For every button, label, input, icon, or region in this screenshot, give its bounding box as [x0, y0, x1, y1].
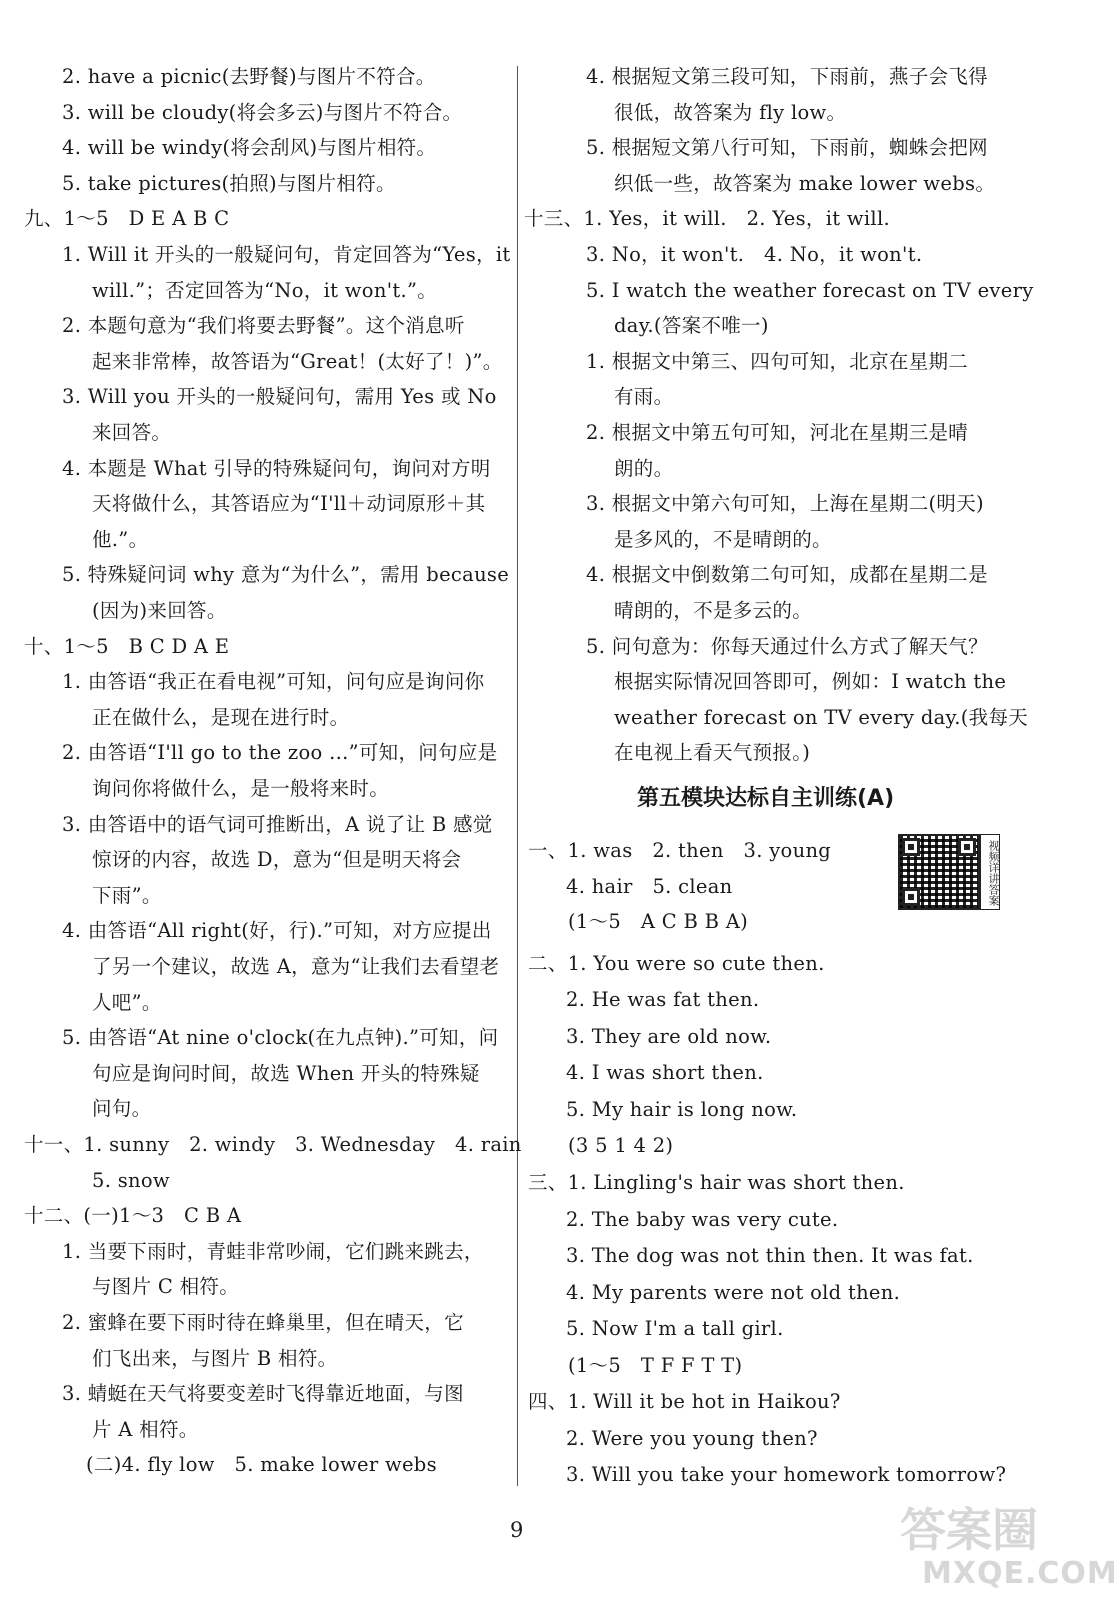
text-line: 句应是询问时间，故选 When 开头的特殊疑	[92, 1061, 480, 1085]
text-line: 1. Will it 开头的一般疑问句，肯定回答为“Yes，it	[62, 243, 511, 266]
text-line: 片 A 相符。	[92, 1417, 199, 1441]
text-line: (1～5 A C B B A)	[568, 910, 749, 933]
text-line: 在电视上看天气预报。)	[614, 741, 811, 765]
text-line: 天将做什么，其答语应为“I'll＋动词原形＋其	[92, 492, 486, 516]
text-line: 3. will be cloudy(将会多云)与图片不符合。	[62, 100, 463, 124]
text-line: 2. 由答语“I'll go to the zoo ...”可知，问句应是	[62, 741, 498, 765]
text-line: (因为)来回答。	[92, 599, 227, 622]
text-line: 起来非常棒，故答语为“Great！(太好了！)”。	[92, 349, 503, 373]
text-line: 5. 特殊疑问词 why 意为“为什么”，需用 because	[62, 563, 510, 587]
text-line: 5. 问句意为：你每天通过什么方式了解天气？	[586, 634, 988, 658]
text-line: 4. hair 5. clean	[566, 875, 733, 898]
text-line: 十二、(一)1～3 C B A	[24, 1204, 242, 1228]
watermark-logo: 答案圈	[900, 1503, 1038, 1557]
text-line: 是多风的，不是晴朗的。	[614, 527, 832, 551]
text-line: (1～5 T F F T T)	[568, 1354, 743, 1377]
text-line: 5. My hair is long now.	[566, 1098, 798, 1121]
text-line: 3. The dog was not thin then. It was fat.	[566, 1244, 974, 1267]
text-line: 4. My parents were not old then.	[566, 1281, 901, 1304]
text-line: 2. 根据文中第五句可知，河北在星期三是晴	[586, 421, 969, 444]
text-line: 织低一些，故答案为 make lower webs。	[614, 171, 996, 195]
text-line: 4. 本题是 What 引导的特殊疑问句，询问对方明	[62, 456, 491, 480]
text-line: 4. 由答语“All right(好，行).”可知，对方应提出	[62, 919, 492, 943]
text-line: 5. I watch the weather forecast on TV every	[586, 278, 1034, 302]
text-line: 3. 由答语中的语气词可推断出，A 说了让 B 感觉	[62, 812, 493, 836]
text-line: 3. 蜻蜓在天气将要变差时飞得靠近地面，与图	[62, 1382, 464, 1406]
text-line: 很低，故答案为 fly low。	[614, 100, 847, 124]
text-line: 有雨。	[614, 385, 674, 409]
text-line: 十一、1. sunny 2. windy 3. Wednesday 4. rain	[24, 1133, 522, 1156]
text-line: 5. 根据短文第八行可知，下雨前，蜘蛛会把网	[586, 136, 988, 160]
text-line: 一、1. was 2. then 3. young	[528, 839, 832, 862]
text-line: 5. take pictures(拍照)与图片相符。	[62, 171, 396, 195]
text-line: 正在做什么，是现在进行时。	[92, 705, 350, 729]
text-line: weather forecast on TV every day.(我每天	[614, 705, 1029, 729]
text-line: 下雨”。	[92, 883, 162, 907]
text-line: 十三、1. Yes，it will. 2. Yes，it will.	[524, 207, 890, 231]
text-line: 们飞出来，与图片 B 相符。	[92, 1346, 338, 1370]
text-line: 十、1～5 B C D A E	[24, 634, 230, 658]
text-line: will.”；否定回答为“No，it won't.”。	[92, 278, 438, 302]
text-line: 他.”。	[92, 527, 149, 551]
text-line: 2. 蜜蜂在要下雨时待在蜂巢里，但在晴天，它	[62, 1311, 464, 1334]
text-line: 3. Will you take your homework tomorrow?	[566, 1463, 1007, 1486]
text-line: 三、1. Lingling's hair was short then.	[528, 1171, 905, 1194]
text-line: 朗的。	[614, 456, 674, 480]
text-line: 了另一个建议，故选 A，意为“让我们去看望老	[92, 955, 500, 978]
text-line: (3 5 1 4 2)	[568, 1134, 674, 1157]
text-line: 四、1. Will it be hot in Haikou?	[528, 1390, 841, 1413]
section-title: 第五模块达标自主训练(A)	[637, 786, 895, 811]
text-line: 3. Will you 开头的一般疑问句，需用 Yes 或 No	[62, 385, 497, 409]
text-line: 人吧”。	[92, 990, 162, 1014]
text-line: 惊讶的内容，故选 D，意为“但是明天将会	[92, 848, 462, 872]
text-line: 4. will be windy(将会刮风)与图片相符。	[62, 136, 437, 160]
text-line: 二、1. You were so cute then.	[528, 952, 825, 975]
text-line: 1. 由答语“我正在看电视”可知，问句应是询问你	[62, 670, 485, 694]
text-line: 5. snow	[92, 1168, 170, 1192]
text-line: day.(答案不唯一)	[614, 314, 769, 338]
qr-label: 视频详讲答案	[980, 834, 1000, 910]
text-line: 4. 根据短文第三段可知，下雨前，燕子会飞得	[586, 65, 988, 88]
watermark-url: MXQE.COM	[922, 1556, 1118, 1591]
text-line: 来回答。	[92, 421, 172, 444]
text-line: 3. They are old now.	[566, 1025, 772, 1048]
text-line: 2. have a picnic(去野餐)与图片不符合。	[62, 65, 436, 88]
text-line: (二)4. fly low 5. make lower webs	[86, 1453, 437, 1477]
text-line: 3. 根据文中第六句可知，上海在星期二(明天)	[586, 492, 984, 516]
text-line: 晴朗的，不是多云的。	[614, 599, 813, 622]
text-line: 3. No，it won't. 4. No，it won't.	[586, 243, 923, 266]
page-number: 9	[510, 1518, 524, 1542]
text-line: 问句。	[92, 1097, 152, 1121]
text-line: 2. Were you young then?	[566, 1427, 818, 1450]
text-line: 与图片 C 相符。	[92, 1275, 240, 1299]
text-line: 5. Now I'm a tall girl.	[566, 1317, 784, 1340]
text-line: 九、1～5 D E A B C	[24, 207, 230, 231]
text-line: 2. The baby was very cute.	[566, 1208, 839, 1231]
qr-code-icon[interactable]	[898, 834, 980, 910]
text-line: 2. He was fat then.	[566, 988, 760, 1011]
text-line: 4. 根据文中倒数第二句可知，成都在星期二是	[586, 563, 988, 587]
text-line: 根据实际情况回答即可，例如：I watch the	[614, 670, 1007, 694]
text-line: 4. I was short then.	[566, 1061, 764, 1084]
column-divider	[517, 66, 518, 1486]
text-line: 1. 根据文中第三、四句可知，北京在星期二	[586, 349, 969, 373]
text-line: 5. 由答语“At nine o'clock(在九点钟).”可知，问	[62, 1026, 499, 1050]
text-line: 询问你将做什么，是一般将来时。	[92, 777, 390, 800]
text-line: 1. 当要下雨时，青蛙非常吵闹，它们跳来跳去，	[62, 1239, 484, 1263]
text-line: 2. 本题句意为“我们将要去野餐”。这个消息听	[62, 314, 465, 338]
